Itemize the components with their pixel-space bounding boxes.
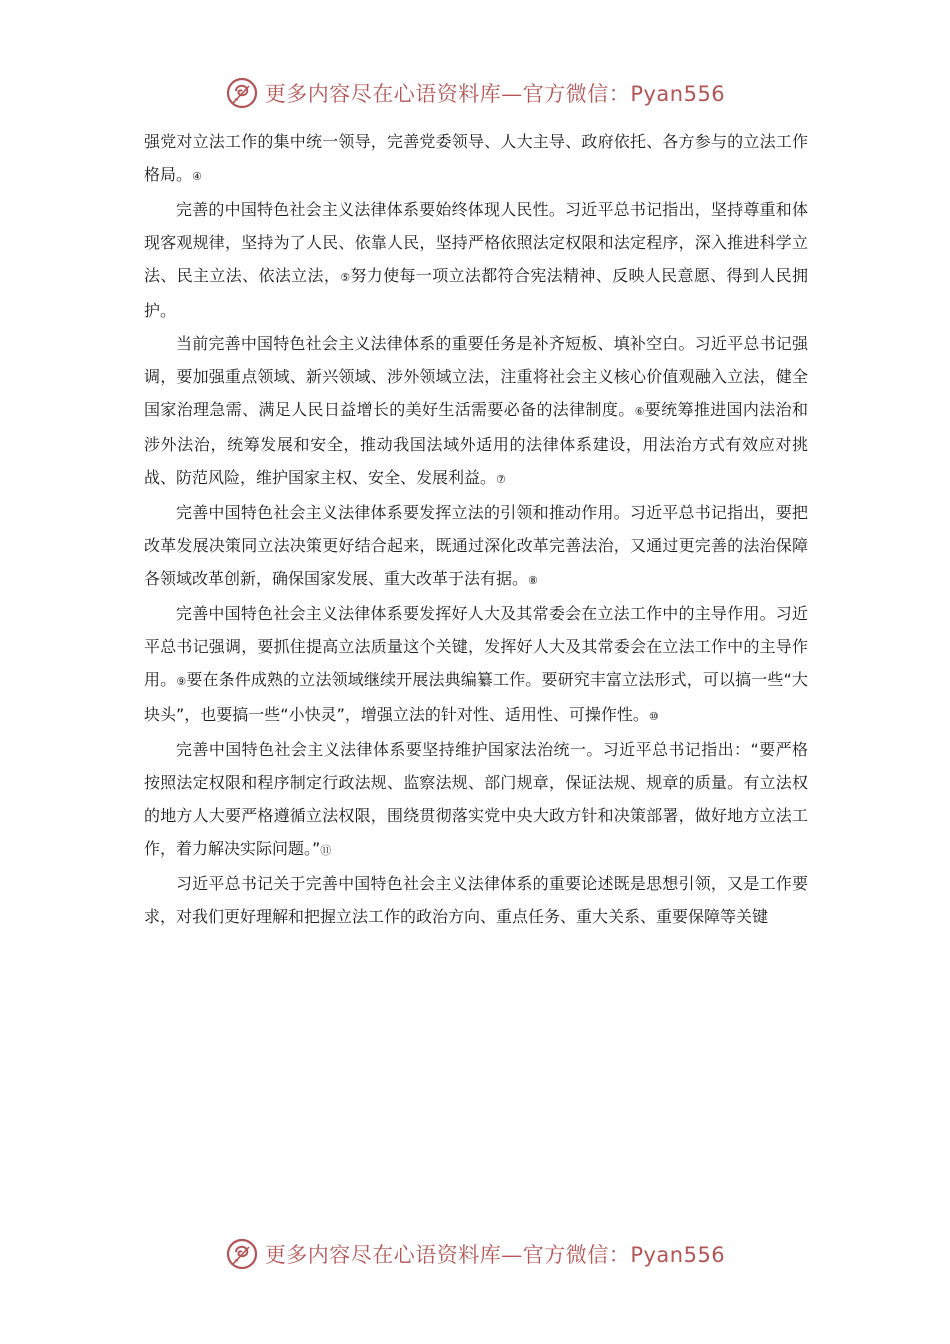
watermark-text: 更多内容尽在心语资料库—官方微信：Pyan556 xyxy=(264,82,726,106)
footer-watermark xyxy=(0,1234,950,1274)
paragraph-text: 完善中国特色社会主义法律体系要坚持维护国家法治统一。习近平总书记指出：“要严格按照法定权限和程序制定行政法规、监察法规、部门规章，保证法规、规章的质量。有立法权的地方人大要严格遵循立法权限，围绕贯彻落实党中央大政方针和决策部署，做好地方立法工作，着力解决实际问题。” xyxy=(144,740,808,858)
footnote-marker: ⑦ xyxy=(496,473,506,486)
paragraph xyxy=(144,496,808,597)
footnote-marker: ④ xyxy=(192,170,202,183)
paragraph xyxy=(144,125,808,193)
footnote-marker: ⑨ xyxy=(176,675,187,688)
paragraph-text: 完善中国特色社会主义法律体系要发挥好人大及其常委会在立法工作中的主导作用。习近平总书记强调，要抓住提高立法质量这个关键，发挥好人大及其常委会在立法工作中的主导作用。 xyxy=(144,604,808,689)
rose-logo-icon xyxy=(225,76,259,110)
paragraph xyxy=(144,193,808,327)
paragraph xyxy=(144,597,808,733)
paragraph-text: 习近平总书记关于完善中国特色社会主义法律体系的重要论述既是思想引领，又是工作要求，对我们更好理解和把握立法工作的政治方向、重点任务、重大关系、重要保障等关键 xyxy=(144,874,808,926)
footnote-marker: ⑪ xyxy=(320,844,332,857)
header-watermark xyxy=(0,73,950,113)
paragraph-text: 要统筹推进国内法治和涉外法治，统筹发展和安全，推动我国法域外适用的法律体系建设，用法治方式有效应对挑战、防范风险，维护国家主权、安全、发展利益。 xyxy=(144,400,808,487)
footnote-marker: ⑩ xyxy=(648,710,659,723)
paragraph-text: 当前完善中国特色社会主义法律体系的重要任务是补齐短板、填补空白。习近平总书记强调，要加强重点领域、新兴领域、涉外领域立法，注重将社会主义核心价值观融入立法，健全国家治理急需、满足人民日益增长的美好生活需要必备的法律制度。 xyxy=(144,334,808,419)
footnote-marker: ⑧ xyxy=(528,574,538,587)
footnote-marker: ⑥ xyxy=(634,405,645,418)
paragraph-text: 强党对立法工作的集中统一领导，完善党委领导、人大主导、政府依托、各方参与的立法工作格局。 xyxy=(144,132,808,184)
document-body xyxy=(144,125,808,933)
paragraph-text: 努力使每一项立法都符合宪法精神、反映人民意愿、得到人民拥护。 xyxy=(144,266,808,320)
paragraph-text: 要在条件成熟的立法领域继续开展法典编纂工作。要研究丰富立法形式，可以搞一些“大块头”，也要搞一些“小快灵”，增强立法的针对性、适用性、可操作性。 xyxy=(144,670,808,724)
footnote-marker: ⑤ xyxy=(340,271,351,284)
rose-logo-icon xyxy=(225,1237,259,1271)
paragraph-text: 完善中国特色社会主义法律体系要发挥立法的引领和推动作用。习近平总书记指出，要把改革发展决策同立法决策更好结合起来，既通过深化改革完善法治，又通过更完善的法治保障各领域改革创新，确保国家发展、重大改革于法有据。 xyxy=(144,503,808,588)
paragraph xyxy=(144,733,808,867)
paragraph xyxy=(144,867,808,933)
paragraph xyxy=(144,327,808,496)
paragraph-text: 完善的中国特色社会主义法律体系要始终体现人民性。习近平总书记指出，坚持尊重和体现客观规律，坚持为了人民、依靠人民，坚持严格依照法定权限和法定程序，深入推进科学立法、民主立法、依法立法， xyxy=(144,200,808,285)
watermark-text: 更多内容尽在心语资料库—官方微信：Pyan556 xyxy=(264,1243,726,1267)
